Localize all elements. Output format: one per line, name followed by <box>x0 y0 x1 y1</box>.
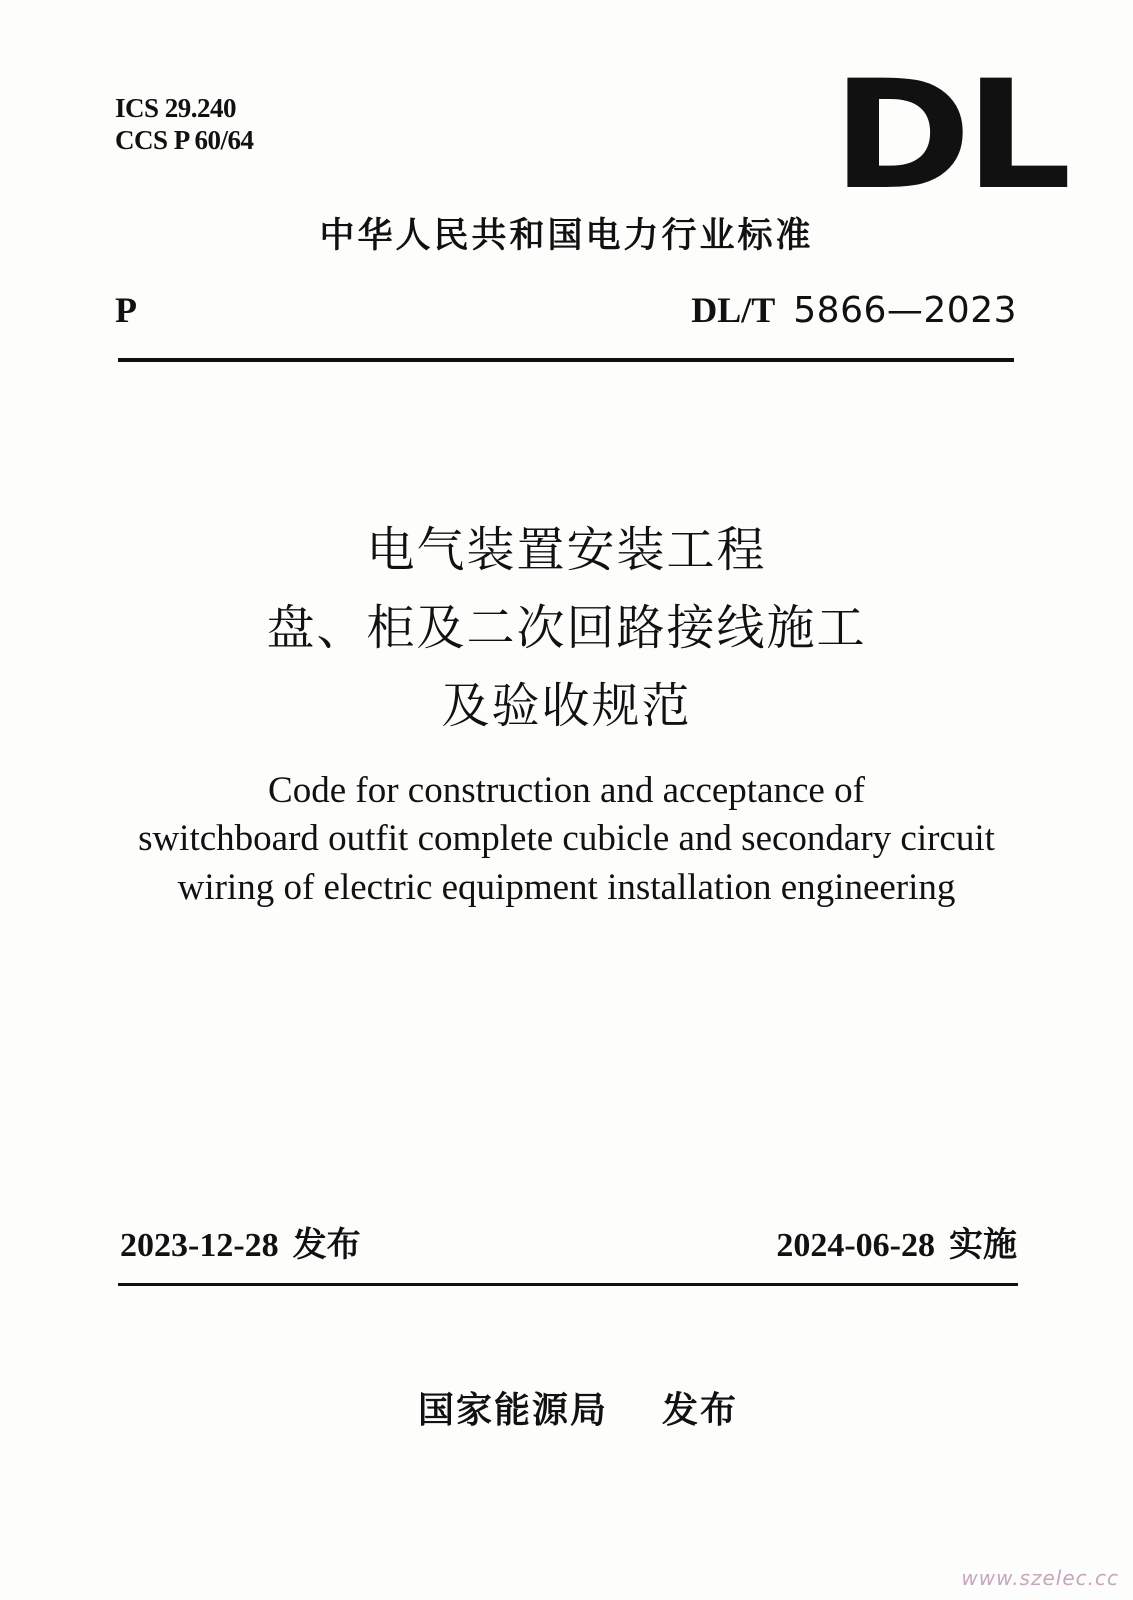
issue-date-block <box>120 1222 361 1269</box>
issue-date: 2023-12-28 <box>120 1227 279 1264</box>
watermark: www.szelec.cc <box>961 1566 1119 1590</box>
title-cn-line-3: 及验收规范 <box>441 678 692 734</box>
title-en-line-3: wiring of electric equipment installation engineering <box>177 867 956 908</box>
effective-date-block <box>776 1222 1017 1269</box>
title-en-line-2: switchboard outfit complete cubicle and secondary circuit <box>138 818 995 859</box>
standard-number-value: 5866—2023 <box>793 290 1017 331</box>
effective-date: 2024-06-28 <box>776 1227 935 1264</box>
ccs-code: CCS P 60/64 <box>115 125 254 155</box>
title-cn-line-1: 电气装置安装工程 <box>366 522 767 578</box>
standard-number <box>691 288 1017 333</box>
dl-logo: DL <box>832 49 1066 223</box>
issuer-name: 国家能源局 <box>418 1390 609 1431</box>
industry-standard-title: 中华人民共和国电力行业标准 <box>319 216 814 256</box>
category-code: P <box>115 290 137 330</box>
issuer-action: 发布 <box>662 1390 739 1431</box>
ics-code: ICS 29.240 <box>115 93 237 123</box>
issue-label: 发布 <box>292 1225 361 1265</box>
top-divider <box>118 358 1014 362</box>
bottom-divider <box>118 1283 1018 1286</box>
title-cn-line-2: 盘、柜及二次回路接线施工 <box>266 600 867 656</box>
title-en-line-1: Code for construction and acceptance of <box>268 770 865 811</box>
standard-prefix: DL/T <box>691 290 776 330</box>
issuer-block <box>418 1388 738 1434</box>
effective-label: 实施 <box>949 1225 1017 1265</box>
